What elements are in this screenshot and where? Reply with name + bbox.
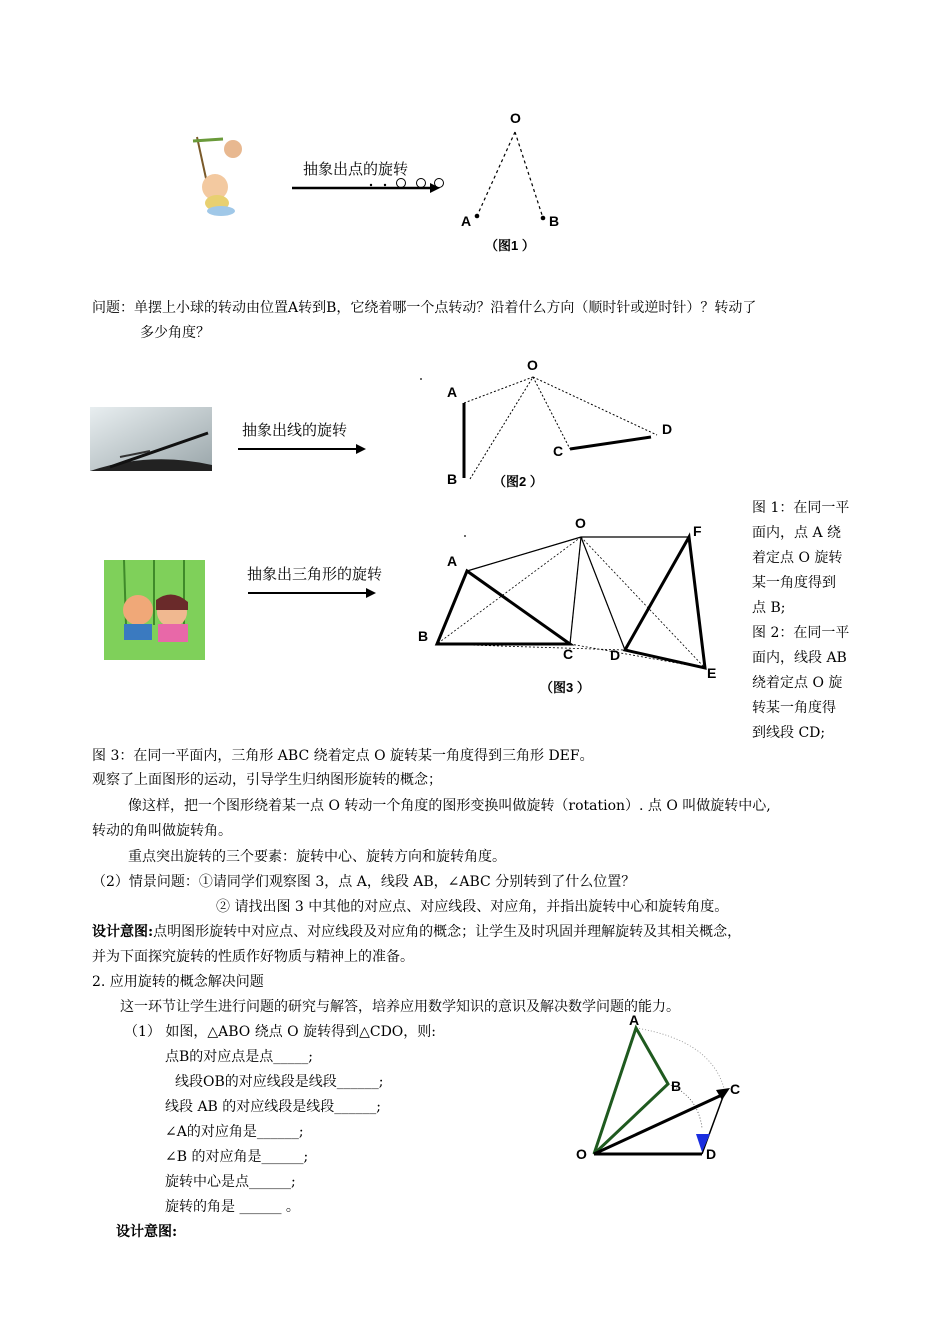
side-note-line: 面内，线段 AB [752, 650, 847, 666]
fig4-label-o: O [576, 1146, 587, 1162]
side-notes [752, 496, 864, 746]
fig3-label-f: F [693, 523, 702, 539]
side-note-line: 绕着定点 O 旋 [752, 675, 843, 691]
fig3-arrow-text: 抽象出三角形的旋转 [247, 565, 383, 583]
side-note-line: 图 1：在同一平 [752, 500, 850, 516]
swing-kids-image [104, 560, 205, 660]
question1-line2: 多少角度？ [140, 325, 210, 341]
fig2-arrow-text: 抽象出线的旋转 [242, 421, 348, 439]
para-observe: 观察了上面图形的运动，引导学生归纳图形旋转的概念； [92, 772, 442, 788]
side-note-line: 图 2：在同一平 [752, 625, 850, 641]
fig2-label-o: O [527, 357, 538, 373]
side-note-line: 着定点 O 旋转 [752, 550, 843, 566]
fig1-label-a: A [461, 213, 472, 229]
fig2-caption: （图2 ） [493, 474, 543, 489]
exercise-q4: ∠A的对应角是______; [165, 1124, 304, 1140]
side-note-line: 某一角度得到 [752, 575, 836, 591]
fig2-arrow [236, 442, 371, 456]
fig4-label-b: B [671, 1078, 682, 1094]
fig1-arrow-text: 抽象出点的旋转 [303, 160, 409, 178]
para-definition-cont: 转动的角叫做旋转角。 [92, 823, 232, 839]
fig4-label-d: D [706, 1146, 717, 1162]
question1-line1: 问题：单摆上小球的转动由位置A转到B，它绕着哪一个点转动？沿着什么方向（顺时针或逆时针）？转动了 [92, 300, 757, 316]
design-intent-label: 设计意图: [92, 924, 154, 940]
fig1-label-o: O [510, 110, 521, 126]
fig2-label-d: D [662, 421, 673, 437]
design-intent-label-2: 设计意图: [116, 1224, 178, 1240]
exercise-prompt: （1） 如图，△ABO 绕点 O 旋转得到△CDO，则: [124, 1024, 436, 1040]
para-definition: 像这样，把一个图形绕着某一点 O 转动一个角度的图形变换叫做旋转（rotation）. 点 O 叫做旋转中心, [128, 798, 771, 814]
exercise-q6: 旋转中心是点______; [165, 1174, 296, 1190]
para-design-intent-cont: 并为下面探究旋转的性质作好物质与精神上的准备。 [92, 949, 414, 965]
fig3-label-a: A [447, 553, 458, 569]
fig1-caption: （图1 ） [485, 238, 535, 253]
section-heading-2: 2. 应用旋转的概念解决问题 [92, 974, 264, 990]
side-note-line: 转某一角度得 [752, 700, 836, 716]
exercise-q5: ∠B 的对应角是______; [165, 1149, 309, 1165]
fig4-label-a: A [629, 1012, 640, 1028]
fig3-label-c: C [563, 646, 574, 662]
wiper-photo [90, 407, 212, 471]
side-note-line: 面内，点 A 绕 [752, 525, 842, 541]
side-note-line: 点 B; [752, 600, 786, 616]
fig3-caption: （图3 ） [540, 680, 590, 695]
para-scenario-q1: （2）情景问题：①请同学们观察图 3，点 A，线段 AB，∠ABC 分别转到了什么位置？ [92, 874, 636, 890]
fig4-label-c: C [730, 1081, 741, 1097]
exercise-diagram [570, 1010, 750, 1170]
exercise-q1: 点B的对应点是点_____; [165, 1049, 314, 1065]
exercise-q7: 旋转的角是 ______ 。 [165, 1199, 300, 1215]
fig3-arrow [246, 586, 381, 600]
side-note-line: 到线段 CD; [752, 725, 826, 741]
exercise-q3: 线段 AB 的对应线段是线段______; [165, 1099, 382, 1115]
swing-cartoon-image [185, 135, 255, 217]
fig2-label-c: C [553, 443, 564, 459]
fig3-label-b: B [418, 628, 429, 644]
para-scenario-q2: ② 请找出图 3 中其他的对应点、对应线段、对应角，并指出旋转中心和旋转角度。 [216, 899, 729, 915]
fig2-label-b: B [447, 471, 458, 487]
fig3-label-e: E [707, 665, 717, 681]
fig3-diagram [425, 520, 725, 685]
fig3-label-o: O [575, 515, 586, 531]
fig2-label-a: A [447, 384, 458, 400]
exercise-q2: 线段OB的对应线段是线段______; [175, 1074, 384, 1090]
para-design-intent [92, 920, 741, 945]
design-intent-text: 点明图形旋转中对应点、对应线段及对应角的概念；让学生及时巩固并理解旋转及其相关概念， [153, 924, 742, 940]
para-section2-intro: 这一环节让学生进行问题的研究与解答，培养应用数学知识的意识及解决数学问题的能力。 [120, 999, 680, 1015]
para-fig3-desc: 图 3：在同一平面内，三角形 ABC 绕着定点 O 旋转某一角度得到三角形 DEF。 [92, 748, 594, 764]
fig1-label-b: B [549, 213, 560, 229]
fig3-label-d: D [610, 647, 621, 663]
para-three-elements: 重点突出旋转的三个要素：旋转中心、旋转方向和旋转角度。 [128, 849, 506, 865]
